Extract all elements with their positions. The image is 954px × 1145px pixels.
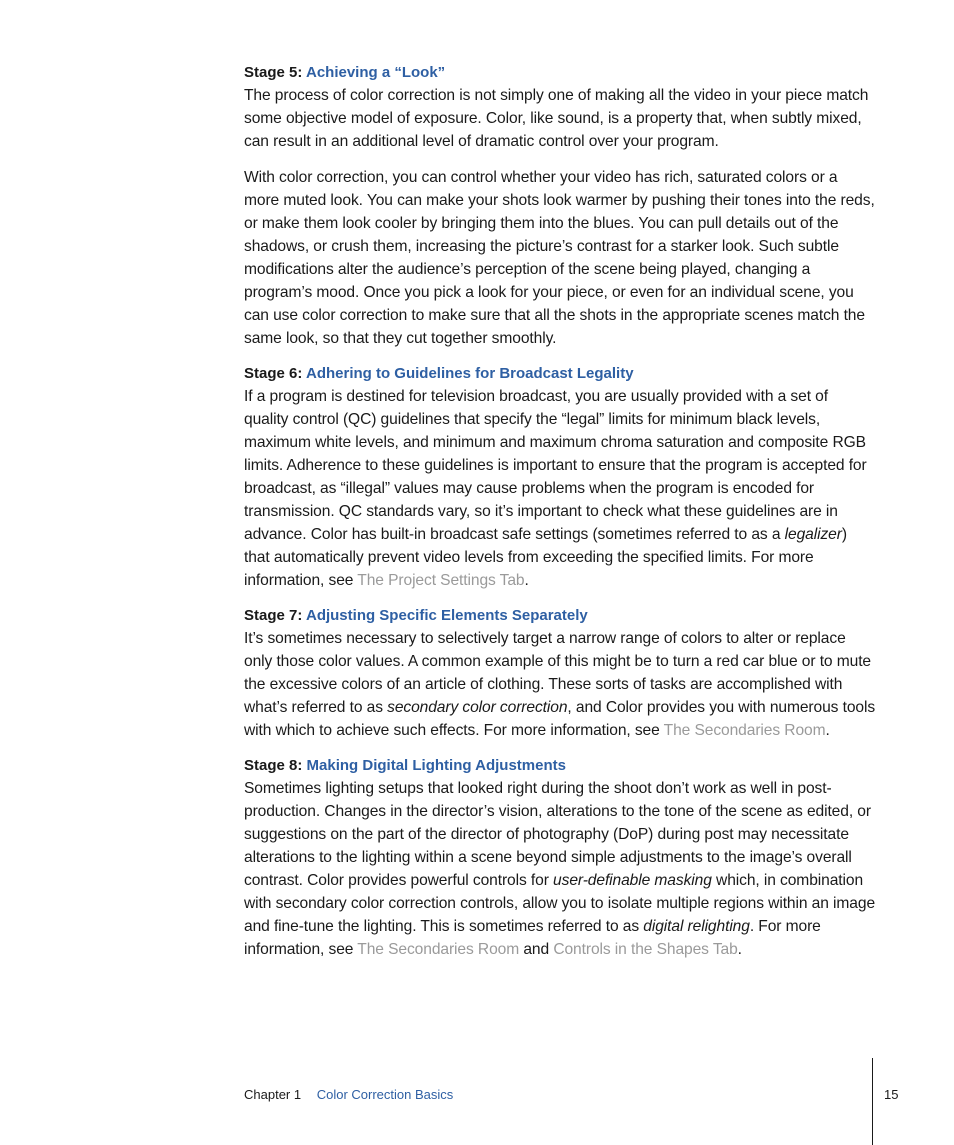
stage-7-label: Stage 7: [244, 607, 303, 624]
text-run: . [524, 572, 529, 589]
stage-5-paragraph-2: With color correction, you can control whether your video has rich, saturated colors or a more muted look. You can make your shots look warmer by pushing their tones into the reds, or make them look cooler by bringing them into the blues. You can pull details out of the shadows, or crush them, increasing the picture’s contrast for a starker look. Such subtle modifications alter the audience’s perception of the scene being played, changing a program’s mood. Once you pick a look for your piece, or even for an individual scene, you can use color correction to make sure that all the shots in the appropriate scenes match the same look, so that they cut together smoothly. [244, 169, 875, 347]
stage-6-paragraph-1 [244, 385, 876, 592]
stage-6-title: Adhering to Guidelines for Broadcast Legality [305, 365, 634, 382]
page-footer [244, 1086, 453, 1104]
link-project-settings-tab[interactable]: The Project Settings Tab [357, 572, 525, 589]
text-run: If a program is destined for television broadcast, you are usually provided with a set of quality control (QC) guidelines that specify the “legal” limits for minimum black levels, maximum white levels, and minimum and maximum chroma saturation and composite RGB limits. Adherence to these guidelines is important to ensure that the program is accepted for broadcast, as “illegal” values may cause problems when the program is encoded for transmission. QC standards vary, so it’s important to check what these guidelines are in advance. Color has built-in broadcast safe settings (sometimes referred to as a [244, 388, 867, 543]
stage-7-title: Adjusting Specific Elements Separately [305, 607, 588, 624]
text-run: It’s sometimes necessary to selectively target a narrow range of colors to alter or replace only those color values. A common example of this might be to turn a red car blue or to mute the excessive colors of an article of clothing. These sorts of tasks are accomplished with what’s referred to as [244, 630, 872, 716]
stage-5-heading [244, 62, 876, 84]
term-legalizer: legalizer [784, 526, 842, 543]
text-run: which, in combination with secondary color correction controls, allow you to isolate multiple regions within an image and fine-tune the lighting. This is sometimes referred to as [244, 872, 876, 935]
footer-chapter-title: Color Correction Basics [316, 1087, 454, 1102]
term-digital-relighting: digital relighting [643, 918, 750, 935]
stage-5-paragraph-1: The process of color correction is not simply one of making all the video in your piece match some objective model of exposure. Color, like sound, is a property that, when subtly mixed, can result in an additional level of dramatic control over your program. [244, 87, 869, 150]
footer-divider [872, 1058, 873, 1145]
text-run: ) that automatically prevent video levels from exceeding the specified limits. For more information, see [244, 526, 847, 589]
stage-7-paragraph-1 [244, 627, 876, 742]
stage-6-label: Stage 6: [244, 365, 303, 382]
term-secondary-color-correction: secondary color correction [387, 699, 568, 716]
stage-5-title: Achieving a “Look” [305, 64, 446, 81]
page-number: 15 [884, 1087, 899, 1102]
stage-8-heading [244, 755, 876, 777]
text-run: Sometimes lighting setups that looked right during the shoot don’t work as well in post-production. Changes in the director’s vision, alterations to the tone of the scene as edited, or suggestions on the part of the director of photography (DoP) during post may necessitate alterations to the lighting within a scene beyond simple adjustments to the image’s overall contrast. Color provides powerful controls for [244, 780, 871, 889]
stage-8-label: Stage 8: [244, 757, 303, 774]
link-secondaries-room[interactable]: The Secondaries Room [663, 722, 826, 739]
text-run: . [737, 941, 742, 958]
stage-5-label: Stage 5: [244, 64, 303, 81]
stage-6-heading [244, 363, 876, 385]
text-run: and [519, 941, 554, 958]
text-run: . [825, 722, 830, 739]
text-run: , and Color provides you with numerous tools with which to achieve such effects. For more information, see [244, 699, 876, 739]
section-stage-6 [244, 363, 876, 592]
text-run: . For more information, see [244, 918, 821, 958]
link-secondaries-room[interactable]: The Secondaries Room [357, 941, 520, 958]
footer-chapter: Chapter 1 [244, 1087, 302, 1102]
stage-7-heading [244, 605, 876, 627]
term-user-definable-masking: user-definable masking [553, 872, 712, 889]
section-stage-8 [244, 755, 876, 961]
page-content [244, 62, 876, 974]
section-stage-7 [244, 605, 876, 742]
stage-8-paragraph-1 [244, 777, 876, 961]
stage-8-title: Making Digital Lighting Adjustments [306, 757, 566, 774]
section-stage-5 [244, 62, 876, 350]
link-controls-in-shapes-tab[interactable]: Controls in the Shapes Tab [553, 941, 738, 958]
